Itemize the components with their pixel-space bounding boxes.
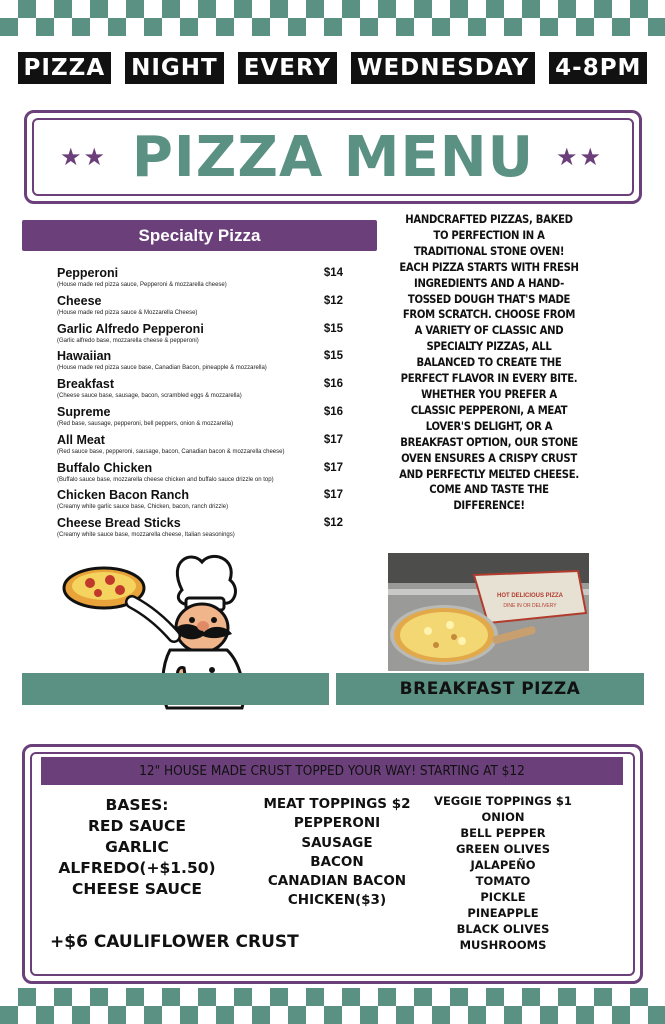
- crust-banner: 12" HOUSE MADE CRUST TOPPED YOUR WAY! STARTING AT $12: [41, 757, 623, 785]
- title-frame: [24, 110, 642, 204]
- pizza-night-banner: [0, 52, 665, 84]
- base-option: RED SAUCE: [87, 817, 187, 835]
- menu-item: [57, 433, 347, 461]
- menu-item: [57, 405, 347, 433]
- item-name: Hawaiian: [57, 349, 112, 364]
- veggie-topping: TOMATO: [475, 874, 531, 888]
- meat-topping: PEPPERONI: [293, 815, 381, 832]
- item-name: Supreme: [57, 404, 111, 419]
- item-description: (Buffalo sauce base, mozzarella cheese chicken and buffalo sauce drizzle on top): [57, 476, 274, 483]
- veggie-toppings-heading: VEGGIE TOPPINGS $1: [434, 794, 572, 808]
- title-frame-inner: [32, 118, 634, 196]
- item-name: Cheese Bread Sticks: [57, 516, 181, 531]
- item-description: (Red sauce base, pepperoni, sausage, bacon, Canadian bacon & mozzarella cheese): [57, 448, 285, 455]
- item-description: (House made red pizza sauce, Pepperoni & mozzarella cheese): [57, 282, 227, 288]
- item-price: $16: [323, 405, 343, 418]
- menu-item: [57, 461, 347, 489]
- item-price: $17: [323, 461, 343, 474]
- stars-left-icon: ★★: [60, 144, 108, 171]
- item-name: Buffalo Chicken: [57, 460, 153, 475]
- item-name: Breakfast: [57, 377, 114, 392]
- veggie-topping: ONION: [481, 810, 525, 824]
- item-price: $17: [323, 489, 343, 502]
- pizza-box-subtext: DINE IN OR DELIVERY: [503, 603, 557, 609]
- menu-item: [57, 266, 347, 294]
- checker-border-bottom: [0, 988, 665, 1024]
- menu-item: [57, 377, 347, 405]
- photo-caption: BREAKFAST PIZZA: [336, 673, 644, 705]
- meat-topping: SAUSAGE: [301, 834, 373, 851]
- base-option: CHEESE SAUCE: [72, 880, 202, 898]
- veggie-topping: PICKLE: [480, 890, 526, 904]
- menu-item: [57, 488, 347, 516]
- description-blurb: HANDCRAFTED PIZZAS, BAKED TO PERFECTION IN A TRADITIONAL STONE OVEN! EACH PIZZA STARTS WITH FRESH INGREDIENTS AND A HAND-TOSSED DOUGH THAT'S MADE FROM SCRATCH. CHOOSE FROM A VARIETY OF CLASSIC AND SPECIALTY PIZZAS, ALL BALANCED TO CREATE THE PERFECT FLAVOR IN EVERY BITE. WHETHER YOU PREFER A CLASSIC PEPPERONI, A MEAT LOVER'S DELIGHT, OR A BREAKFAST OPTION, OUR STONE OVEN ENSURES A CRISPY CRUST AND PERFECTLY MELTED CHEESE. COME AND TASTE THE DIFFERENCE!: [399, 213, 579, 513]
- cauliflower-crust-note: +$6 CAULIFLOWER CRUST: [50, 932, 299, 952]
- pizza-box-text: HOT DELICIOUS PIZZA: [497, 593, 563, 599]
- item-description: (Creamy white garlic sauce base, Chicken, bacon, ranch drizzle): [57, 504, 229, 511]
- specialty-pizza-header: Specialty Pizza: [22, 220, 377, 251]
- banner-word: NIGHT: [125, 52, 224, 84]
- item-name: Pepperoni: [57, 266, 119, 280]
- item-name: Cheese: [57, 293, 102, 308]
- item-name: Chicken Bacon Ranch: [57, 488, 189, 503]
- page-title: PIZZA MENU: [131, 124, 535, 190]
- bases-heading: BASES:: [105, 796, 169, 814]
- veggie-topping: JALAPEÑO: [470, 858, 536, 872]
- item-price: $12: [323, 517, 343, 530]
- item-description: (Creamy white sauce base, mozzarella cheese, Italian seasonings): [57, 532, 235, 539]
- item-price: $14: [323, 267, 343, 279]
- item-description: (Red base, sausage, pepperoni, bell peppers, onion & mozzarella): [57, 420, 234, 427]
- veggie-topping: BLACK OLIVES: [456, 922, 550, 936]
- veggie-topping: PINEAPPLE: [467, 906, 539, 920]
- breakfast-pizza-photo: [388, 553, 589, 671]
- menu-item: [57, 516, 347, 544]
- bases-column: [30, 795, 244, 900]
- item-price: $15: [323, 350, 343, 363]
- specialty-pizza-list: [57, 266, 347, 544]
- meat-toppings-column: [258, 795, 416, 911]
- menu-item: [57, 322, 347, 350]
- item-price: $17: [323, 433, 343, 446]
- item-price: $12: [323, 294, 343, 307]
- base-option: GARLIC ALFREDO(+$1.50): [58, 838, 216, 877]
- stars-right-icon: ★★: [555, 144, 603, 171]
- menu-item: [57, 349, 347, 377]
- meat-topping: BACON: [310, 853, 364, 870]
- item-price: $16: [323, 378, 343, 391]
- veggie-topping: GREEN OLIVES: [455, 842, 551, 856]
- teal-bar-left: [22, 673, 329, 705]
- item-price: $15: [323, 322, 343, 335]
- veggie-topping: BELL PEPPER: [460, 826, 546, 840]
- veggie-topping: MUSHROOMS: [459, 938, 547, 952]
- banner-word: 4-8PM: [549, 52, 647, 84]
- item-name: Garlic Alfredo Pepperoni: [57, 321, 204, 336]
- veggie-toppings-column: [434, 793, 572, 953]
- item-description: (Cheese sauce base, sausage, bacon, scrambled eggs & mozzarella): [57, 393, 242, 400]
- item-description: (Garlic alfredo base, mozzarella cheese & pepperoni): [57, 337, 199, 344]
- meat-topping: CHICKEN($3): [287, 892, 387, 909]
- banner-word: EVERY: [238, 52, 337, 84]
- banner-word: PIZZA: [18, 52, 112, 84]
- checker-border-top: [0, 0, 665, 36]
- meat-toppings-heading: MEAT TOPPINGS $2: [263, 796, 411, 812]
- banner-word: WEDNESDAY: [351, 52, 535, 84]
- menu-item: [57, 294, 347, 322]
- item-description: (House made red pizza sauce & Mozzarella Cheese): [57, 309, 198, 316]
- item-description: (House made red pizza sauce base, Canadian Bacon, pineapple & mozzarella): [57, 365, 267, 372]
- meat-topping: CANADIAN BACON: [267, 873, 407, 890]
- item-name: All Meat: [57, 432, 105, 447]
